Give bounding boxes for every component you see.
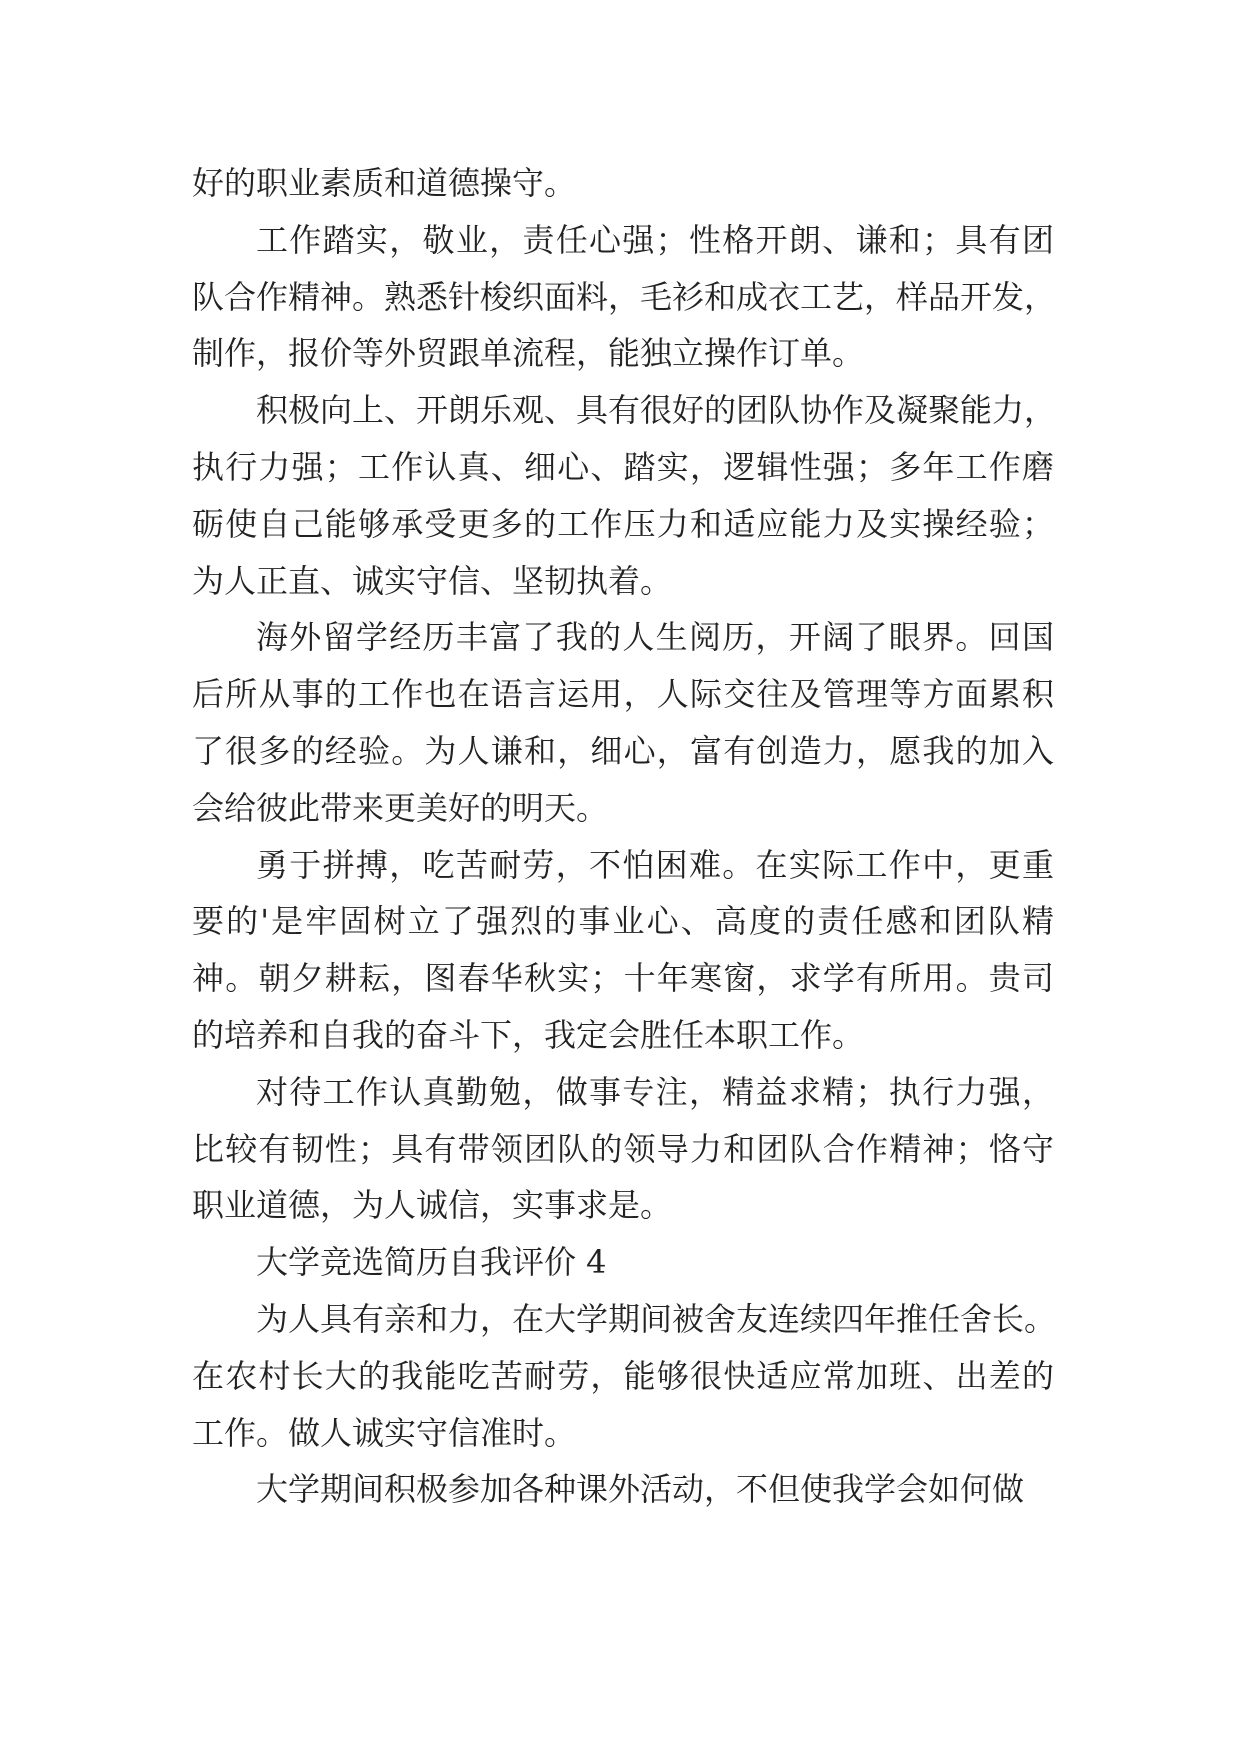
- text-line: 在农村长大的我能吃苦耐劳，能够很快适应常加班、出差的: [192, 1356, 1054, 1395]
- text-line: 职业道德，为人诚信，实事求是。: [192, 1186, 673, 1225]
- text-line: 要的'是牢固树立了强烈的事业心、高度的责任感和团队精: [192, 902, 1054, 941]
- paragraph: [192, 1461, 1054, 1518]
- text-line: 的培养和自我的奋斗下，我定会胜任本职工作。: [192, 1015, 865, 1054]
- document-body: [192, 155, 1057, 1518]
- paragraph: [192, 1291, 1057, 1461]
- text-line: 制作，报价等外贸跟单流程，能独立操作订单。: [192, 334, 865, 373]
- paragraph: [192, 837, 1054, 1064]
- text-line: 工作。做人诚实守信准时。: [192, 1413, 577, 1452]
- paragraph: [192, 1234, 1054, 1291]
- text-line: 大学竞选简历自我评价 4: [256, 1243, 607, 1282]
- text-line: 神。朝夕耕耘，图春华秋实；十年寒窗，求学有所用。贵司: [192, 959, 1054, 998]
- text-line: 勇于拼搏，吃苦耐劳，不怕困难。在实际工作中，更重: [256, 845, 1054, 884]
- text-line: 为人正直、诚实守信、坚韧执着。: [192, 561, 673, 600]
- paragraph: [192, 609, 1054, 836]
- text-line: 会给彼此带来更美好的明天。: [192, 788, 609, 827]
- text-line: 执行力强；工作认真、细心、踏实，逻辑性强；多年工作磨: [192, 447, 1054, 486]
- paragraph: [192, 382, 1057, 609]
- text-line: 对待工作认真勤勉，做事专注，精益求精；执行力强，: [256, 1072, 1054, 1111]
- text-line: 好的职业素质和道德操守。: [192, 164, 577, 202]
- text-line: 积极向上、开朗乐观、具有很好的团队协作及凝聚能力，: [256, 391, 1057, 430]
- text-line: 大学期间积极参加各种课外活动，不但使我学会如何做: [256, 1470, 1025, 1509]
- paragraph: [192, 1064, 1054, 1234]
- text-line: 比较有韧性；具有带领团队的领导力和团队合作精神；恪守: [192, 1129, 1054, 1168]
- text-line: 海外留学经历丰富了我的人生阅历，开阔了眼界。回国: [256, 618, 1054, 657]
- text-line: 队合作精神。熟悉针梭织面料，毛衫和成衣工艺，样品开发，: [192, 277, 1057, 316]
- text-line: 砺使自己能够承受更多的工作压力和适应能力及实操经验；: [192, 504, 1054, 543]
- text-line: 工作踏实，敬业，责任心强；性格开朗、谦和；具有团: [256, 220, 1054, 259]
- text-line: 了很多的经验。为人谦和，细心，富有创造力，愿我的加入: [192, 731, 1054, 770]
- paragraph: [192, 212, 1057, 382]
- text-line: 为人具有亲和力，在大学期间被舍友连续四年推任舍长。: [256, 1299, 1057, 1338]
- text-line: 后所从事的工作也在语言运用，人际交往及管理等方面累积: [192, 675, 1054, 714]
- paragraph: [192, 155, 1054, 212]
